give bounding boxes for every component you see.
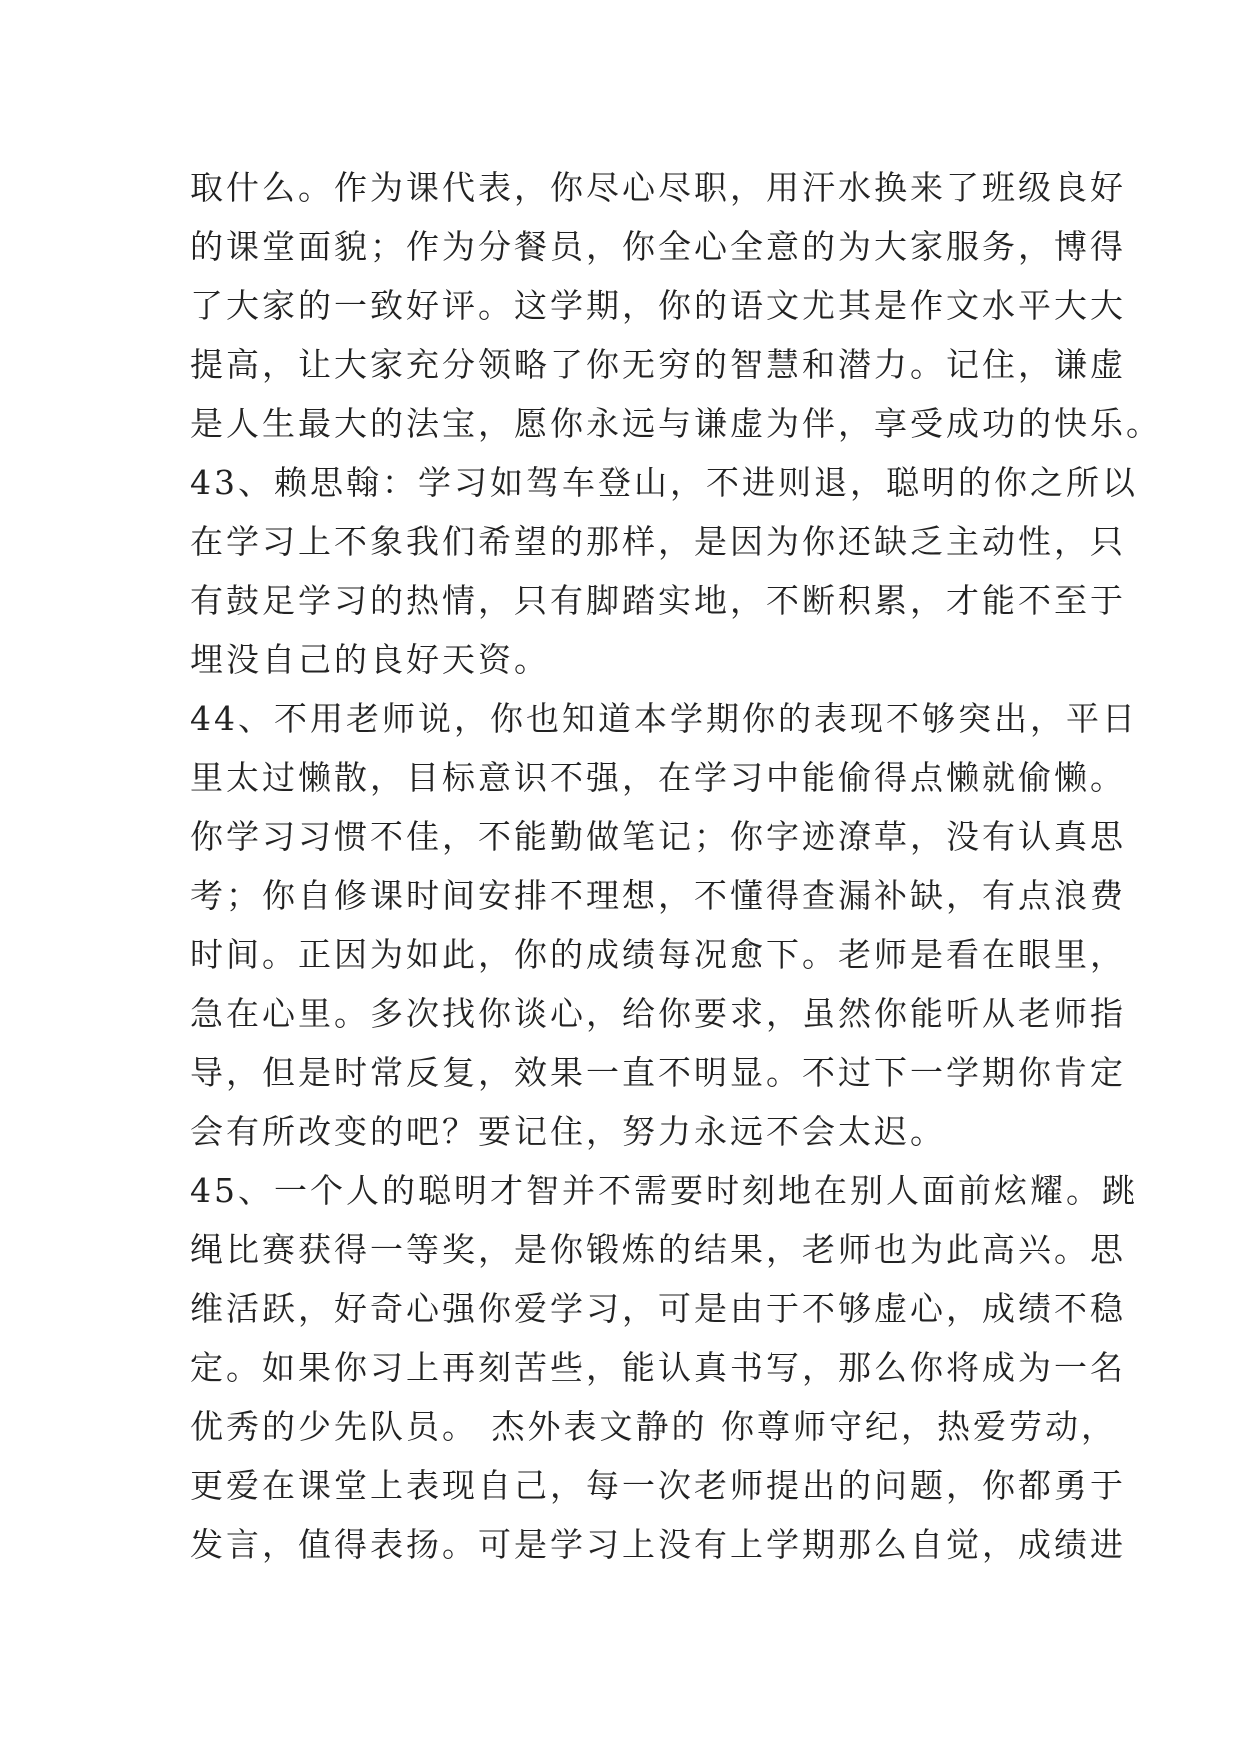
text-line: 的课堂面貌；作为分餐员，你全心全意的为大家服务，博得 — [190, 227, 1126, 266]
text-line: 会有所改变的吧？要记住，努力永远不会太迟。 — [190, 1112, 946, 1151]
text-line: 你学习习惯不佳，不能勤做笔记；你字迹潦草，没有认真思 — [190, 817, 1126, 856]
text-line: 优秀的少先队员。 杰外表文静的 你尊师守纪，热爱劳动， — [190, 1407, 1117, 1446]
text-line: 埋没自己的良好天资。 — [190, 640, 550, 679]
text-line: 是人生最大的法宝，愿你永远与谦虚为伴，享受成功的快乐。 — [190, 404, 1162, 443]
text-line: 45、一个人的聪明才智并不需要时刻地在别人面前炫耀。跳 — [190, 1171, 1138, 1210]
body-text — [190, 158, 1162, 1574]
text-line: 时间。正因为如此，你的成绩每况愈下。老师是看在眼里， — [190, 935, 1126, 974]
text-line: 定。如果你习上再刻苦些，能认真书写，那么你将成为一名 — [190, 1348, 1126, 1387]
text-line: 取什么。作为课代表，你尽心尽职，用汗水换来了班级良好 — [190, 168, 1126, 207]
text-line: 发言，值得表扬。可是学习上没有上学期那么自觉，成绩进 — [190, 1525, 1126, 1564]
text-line: 43、赖思翰：学习如驾车登山，不进则退，聪明的你之所以 — [190, 463, 1138, 502]
text-line: 里太过懒散，目标意识不强，在学习中能偷得点懒就偷懒。 — [190, 758, 1126, 797]
text-line: 提高，让大家充分领略了你无穷的智慧和潜力。记住，谦虚 — [190, 345, 1126, 384]
text-line: 在学习上不象我们希望的那样，是因为你还缺乏主动性，只 — [190, 522, 1126, 561]
text-line: 更爱在课堂上表现自己，每一次老师提出的问题，你都勇于 — [190, 1466, 1126, 1505]
text-line: 了大家的一致好评。这学期，你的语文尤其是作文水平大大 — [190, 286, 1126, 325]
text-line: 急在心里。多次找你谈心，给你要求，虽然你能听从老师指 — [190, 994, 1126, 1033]
text-line: 考；你自修课时间安排不理想，不懂得查漏补缺，有点浪费 — [190, 876, 1126, 915]
text-line: 有鼓足学习的热情，只有脚踏实地，不断积累，才能不至于 — [190, 581, 1126, 620]
text-line: 44、不用老师说，你也知道本学期你的表现不够突出，平日 — [190, 699, 1138, 738]
text-line: 绳比赛获得一等奖，是你锻炼的结果，老师也为此高兴。思 — [190, 1230, 1126, 1269]
text-line: 维活跃，好奇心强你爱学习，可是由于不够虚心，成绩不稳 — [190, 1289, 1126, 1328]
text-line: 导，但是时常反复，效果一直不明显。不过下一学期你肯定 — [190, 1053, 1126, 1092]
